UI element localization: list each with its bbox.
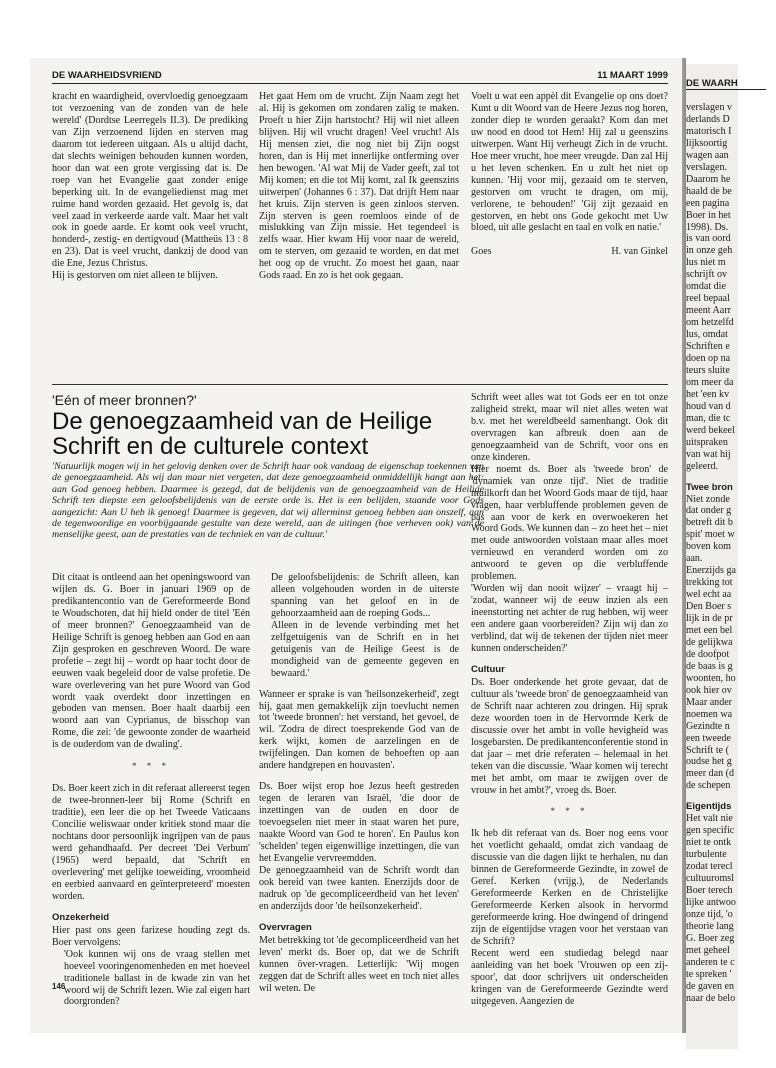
facing-page-line: onze tijd, 'o [686, 908, 733, 920]
facing-page-line: derlands D [686, 113, 730, 125]
facing-page-line: turbulente [686, 849, 727, 861]
facing-page-line: lijk in de pr [686, 613, 733, 625]
facing-page-line: Den Boer s [686, 601, 732, 613]
facing-page-line: Gezindte n [686, 720, 730, 732]
facing-page-text [686, 102, 776, 1005]
facing-page-line: in onze geh [686, 245, 733, 257]
subheading: Cultuur [471, 663, 505, 675]
facing-page-line: teurs sluite [686, 364, 730, 376]
facing-page-line: schrijft ov [686, 269, 728, 281]
facing-page-line: ook hier ov [686, 684, 732, 696]
facing-page-line: lijksoortig [686, 137, 728, 149]
facing-page-line: oudse het g [686, 756, 732, 768]
facing-page-line: de schepen [686, 780, 731, 792]
facing-page-line: spit' moet w [686, 529, 735, 541]
facing-page-line: aan. [686, 553, 703, 565]
paragraph: Hij is gestorven om niet alleen te blijven. [52, 270, 218, 282]
facing-page-line: trekking tot [686, 577, 733, 589]
paragraph: Ds. Boer wijst erop hoe Jezus heeft gestreden tegen de leraren van Israël, 'die door de inzettingen van de ouden en door de toevoegselen niet meer in staat waren het pure, naakte Woord van God te horen'. En Paulus kon 'schelden' tegen eigenwillige inzettingen, die van het Evangelie vervreemdden. [259, 781, 459, 864]
facing-page-line: uitspraken [686, 436, 728, 448]
facing-page-line: wel echt aa [686, 589, 732, 601]
subheading: Overvragen [259, 921, 312, 933]
paragraph: kracht en waardigheid, overvloedig genoegzaam tot verzoening van de zonden van de hele wereld' (Dordtse Leerregels II.3). De prediking van Zijn verzoenend lijden en sterven mag daarom tot iedereen uitgaan. Als u altijd dacht, dat slechts weinigen behouden kunnen worden, hoor dan wat een grote vergissing dat is. De roep van het Evangelie gaat zonder enige beperking uit. In de evangeliedienst mag met ruime hand worden gezaaid. Het gevolg is, dat veel zaad in verkeerde aarde valt. Maar het valt ook in goede aarde. Er komt ook veel vrucht, honderd-, zestig- en dertigvoud (Mattheüs 13 : 8 en 23). Dat is veel vrucht, dankzij de dood van die Ene, Jezus Christus. [52, 91, 248, 270]
facing-page-line: niet te ontk [686, 837, 732, 849]
facing-page-line: Niet zonde [686, 493, 730, 505]
running-header [52, 70, 668, 84]
signature-author: H. van Ginkel [611, 246, 668, 258]
article-divider [52, 384, 668, 385]
paragraph: De genoegzaamheid van de Schrift wordt dan ook bereid van twee kanten. Enerzijds door de nadruk op 'de gecompliceerdheid van het leven' en anderzijds door 'de heilsonzekerheid'. [259, 864, 459, 912]
section-break: * * * [132, 761, 170, 772]
facing-page-line: geleerd. [686, 460, 719, 472]
top-column-2 [259, 91, 459, 381]
facing-page-line: het 'een kv [686, 388, 730, 400]
quotation: 'Ook kunnen wij ons de vraag stellen met hoeveel vooringenomenheden en met hoeveel traditionele ballast in de kwade zin van het woord wij de Schrift lezen. Wie zal eigen hart doorgronden? [64, 948, 250, 1008]
facing-page-line: Schrift te ( [686, 744, 729, 756]
facing-page-line: haald de be [686, 185, 732, 197]
facing-page-line: omdat die [686, 281, 726, 293]
facing-page-line: is van oord [686, 233, 731, 245]
facing-page-line: wagen aan [686, 149, 729, 161]
facing-page-line: anderen te c [686, 956, 735, 968]
paragraph: Hier noemt ds. Boer als 'tweede bron' de 'dynamiek van onze tijd'. Niet de traditie muilkorft dan het Woord Gods maar de tijd, haar vragen, haar verbluffende problemen geven de pas aan voor de kerk en overwoekeren het Woord Gods. We kunnen dan – zo heet het – niet met oude antwoorden volstaan maar alles moet vernieuwd en veranderd worden om zo antwoord te geven op die verbluffende problemen. [471, 463, 668, 583]
facing-page-line: Maar ander [686, 696, 733, 708]
facing-page-line: om hetzelfd [686, 317, 734, 329]
facing-page-line: een tweede [686, 732, 731, 744]
facing-page-line: reel bepaal [686, 293, 730, 305]
top-column-3 [471, 91, 668, 381]
subheading: Onzekerheid [52, 911, 110, 923]
facing-page-line: Boer terech [686, 885, 733, 896]
quotation: Alleen in de levende verbinding met het zelfgetuigenis van de Schrift en in het getuigenis van de Heilige Geest is de mondigheid van de gemeente gegeven en bewaard.' [271, 619, 459, 679]
facing-page-header: DE WAARH [686, 78, 766, 90]
facing-page-line: Schriften e [686, 341, 730, 353]
facing-page-line: boven kom [686, 541, 731, 553]
facing-page-line: G. Boer zeg [686, 932, 735, 944]
facing-page-line: de gaven en [686, 980, 734, 992]
facing-page-line: meent Aarr [686, 305, 731, 317]
facing-page-subheading: Twee bron [686, 481, 733, 493]
facing-page-line: man, die tc [686, 412, 731, 424]
paragraph: 'Worden wij dan nooit wijzer' – vraagt hij – 'zodat, wanneer wij de eeuw inzien als een ineenstorting net achter de rug hebben, wij weer een andere gaan voorbereiden? Zijn wij dan zo verblind, dat wij de tekenen der tijden niet meer kunnen onderscheiden?' [471, 583, 668, 655]
facing-page-line: naar de belo [686, 992, 736, 1004]
paragraph: Met betrekking tot 'de gecompliceerdheid van het leven' merkt ds. Boer op, dat we de Schrift kunnen över-vragen. Letterlijk: 'Wij mogen zeggen dat de Schrift alles weet en toch niet alles wil weten. De [259, 934, 459, 994]
article-lead: 'Natuurlijk mogen wij in het gelovig denken over de Schrift haar ook vandaag de eigenschap toekennen van de genoegzaamheid. Als wij dan maar niet vergeten, dat deze genoegzaamheid onmiddellijk hangt aan het: aan God genoeg hebben. Daarmee is gezegd, dat de belijdenis van de genoegzaamheid van de Heilige Schrift ten diepste een geloofsbelijdenis van de eerste orde is. Het is een belijden, staande voor Gods aangezicht: Aan U heb ik genoeg! Daarmee is gegeven, dat wij allerminst genoeg hebben aan onszelf, aan de tegenwoordige en voorbijgaande gestalte van deze wereld, aan de uitingen (hoe verheven ook) van de menselijke geest, aan de prestaties van de techniek en van de cultuur.' [52, 461, 484, 541]
facing-page-line: zodat terecl [686, 861, 733, 873]
facing-page-line: met geheel [686, 944, 730, 956]
facing-page-line: theorie lang [686, 920, 734, 932]
article-title: De genoegzaamheid van de Heilige Schrift en de culturele context [52, 408, 433, 460]
facing-page-line: de gelijkwa [686, 636, 733, 648]
facing-page-line: doen op na [686, 353, 731, 365]
paragraph: Ik heb dit referaat van ds. Boer nog eens voor het voetlicht gehaald, omdat zich vandaag de discussie van die dagen lijkt te herhalen, nu dan binnen de Gereformeerde Gezindte, in zowel de Geref. Kerken (vrijg.), de Nederlands Gereformeerde Kerken en de Christelijke Gereformeerde Kerken alsook in hervormd gereformeerde kring. Hoe dwingend of dringend zijn de eigentijdse vragen voor het verstaan van de Schrift? [471, 828, 668, 947]
facing-page-line: Het valt nie [686, 813, 733, 825]
article-column-3 [471, 392, 668, 1007]
facing-page-line: te spreken ' [686, 968, 732, 980]
facing-page-line: een pagina [686, 197, 730, 209]
paragraph: Voelt u wat een appèl dit Evangelie op ons doet? Kunt u dit Woord van de Heere Jezus nog horen, zonder diep te worden geraakt? Kom dan met uw nood en dood tot Hem! Hij zal u geenszins uitwerpen. Want Hij verheugt Zich in de vrucht. Hoe meer vrucht, hoe meer vreugde. Dan zal Hij u het leven schenken. En u zult het niet op kunnen. 'Hij voor mij, gezaaid om te sterven, gestorven om vrucht te dragen, om mij, verlorene, te behouden!' 'Gij zijt gezaaid en gestorven, en hebt ons Gode gekocht met Uw bloed, uit alle geslacht en taal en volk en natie.' [471, 91, 668, 234]
facing-page-line: de doofpot [686, 648, 730, 660]
paragraph: Dit citaat is ontleend aan het openingswoord van wijlen ds. G. Boer in januari 1969 op de predikantencontio van de Gereformeerde Bond te Woudschoten, dat hij hield onder de titel 'Eén of meer bronnen?' Genoegzaamheid van de Heilige Schrift is genoeg hebben aan God en aan Zijn gesproken en geschreven Woord. De ware profetie – zegt hij – wordt op haar tocht door de eeuwen vaak begeleid door de valse profetie. De ware overlevering van het pure Woord van God wordt vaak overdekt door inzettingen en geboden van mensen. Boer haalt daarbij een woord aan van Cyprianus, de bisschop van Rome, die zei: 'de gewoonte zonder de waarheid is de ouderdom van de dwaling'. [52, 572, 250, 751]
facing-page-line: werd bekeel [686, 424, 735, 436]
facing-page-line: dat onder g [686, 505, 732, 517]
quotation: De geloofsbelijdenis: de Schrift alleen, kan alleen volgehouden worden in de uiterste spanning van het geloof en in de gehoorzaamheid aan de roeping Gods... [271, 572, 459, 619]
facing-page-line: matorisch I [686, 125, 732, 137]
facing-page-line: verslagen. [686, 161, 728, 173]
paragraph: Wanneer er sprake is van 'heilsonzekerheid', zegt hij, gaat men gemakkelijk zijn toevlucht nemen tot 'tweede bronnen': het verstand, het gevoel, de wil. 'Zodra de direct toesprekende God van de kerk wijkt, komen de aarzelingen en de twijfelingen. Dan komen de behoeften op aan andere handgrepen en houvasten'. [259, 688, 459, 772]
signature-place: Goes [471, 246, 492, 258]
facing-page-line: lus, omdat [686, 329, 728, 341]
author-signature [471, 246, 668, 258]
article-kicker: 'Eén of meer bronnen?' [52, 392, 197, 408]
section-break: * * * [550, 806, 589, 817]
facing-page-line: betreft dit b [686, 517, 733, 529]
facing-page-line: meer dan (d [686, 768, 734, 780]
paragraph: Het gaat Hem om de vrucht. Zijn Naam zegt het al. Hij is gekomen om zondaren zalig te maken. Proeft u hier Zijn hartstocht? Hij wil niet alleen blijven. Hij wil vrucht dragen! Veel vrucht! Als Hij mensen ziet, die nog niet bij Zijn oogst horen, dan is Hij met innerlijke ontferming over hen bewogen. 'Al wat Mij de Vader geeft, zal tot Mij komen; en die tot Mij komt, zal Ik geenszins uitwerpen' (Johannes 6 : 37). Dat drijft Hem naar het kruis. Zijn sterven is geen zinloos sterven. Zijn sterven is geen roemloos einde of de mislukking van Zijn missie. Het tegendeel is zelfs waar. Hier kwam Hij voor naar de wereld, om te sterven, om gezaaid te worden, en dat met het oog op de vrucht. Zo moest het gaan, naar Gods raad. En zo is het ook gegaan. [259, 91, 459, 282]
paragraph: Hier past ons geen farizese houding zegt ds. Boer vervolgens: [52, 924, 250, 948]
page-number: 146 [52, 982, 66, 991]
facing-page-line: Enerzijds ga [686, 565, 736, 577]
facing-page-edge [686, 64, 738, 1049]
facing-page-line: 1998). Ds. [686, 221, 729, 233]
facing-page-line: om meer da [686, 376, 734, 388]
facing-page-line: lus niet m [686, 257, 726, 269]
facing-page-line: verslagen v [686, 102, 733, 113]
facing-page-subheading: Eigentijds [686, 801, 732, 813]
facing-page-line: van wat hij [686, 448, 731, 460]
facing-page-line: noemen wa [686, 708, 733, 720]
paragraph: Ds. Boer keert zich in dit referaat allereerst tegen de twee-bronnen-leer bij Rome (Schrift en traditie), een leer die op het Tweede Vaticaans Concilie weliswaar onder kritiek stond maar die nochtans door persoonlijk ingrijpen van de paus werd gehandhaafd. Per decreet 'Dei Verbum' (1965) werd bepaald, dat 'Schrift en overlevering' met gelijke toeweiding, vroomheid en eerbied aanvaard en geïnterpreteerd' moesten worden. [52, 783, 250, 902]
magazine-page [30, 58, 682, 1033]
issue-date: 11 MAART 1999 [597, 70, 668, 81]
paragraph: Ds. Boer onderkende het grote gevaar, dat de cultuur als 'tweede bron' de genoegzaamheid van de Schrift naar achteren zou dringen. Hij sprak deze woorden toen in de Hervormde Kerk de discussie over het ambt in volle hevigheid was losgebarsten. De predikantenconferentie stond in dat jaar – met drie referaten – helemaal in het teken van die discussie. 'Waar komen wij terecht met het ambt, om maar te zwijgen over de vrouw in het ambt?', vroeg ds. Boer. [471, 676, 668, 796]
facing-page-line: cultuuromsl [686, 873, 734, 885]
facing-page-line: Boer in het [686, 209, 731, 221]
facing-page-line: Daarom he [686, 173, 731, 185]
article-column-2 [259, 572, 459, 994]
paragraph: Schrift weet alles wat tot Gods eer en tot onze zaligheid strekt, maar wil niet alles weten wat b.v. met het wereldbeeld samenhangt. Ook dit overvragen kan afbreuk doen aan de genoegzaamheid van de Schrift, voor ons en onze kinderen. [471, 392, 668, 463]
facing-page-line: woonten, ho [686, 672, 736, 684]
top-column-1 [52, 91, 248, 381]
facing-page-line: gen specific [686, 825, 735, 837]
facing-page-line: houd van d [686, 400, 731, 412]
facing-page-line: de baas is g [686, 660, 733, 672]
publication-name: DE WAARHEIDSVRIEND [52, 70, 162, 81]
facing-page-line: lijke antwoo [686, 896, 736, 908]
paragraph: Recent werd een studiedag belegd naar aanleiding van het boek 'Vrouwen op een zij-spoor', dat door schrijvers uit onderscheiden kringen van de Gereformeerde Gezindte werd uitgegeven. Aangezien de [471, 947, 668, 1007]
facing-page-line: met een bel [686, 624, 733, 636]
